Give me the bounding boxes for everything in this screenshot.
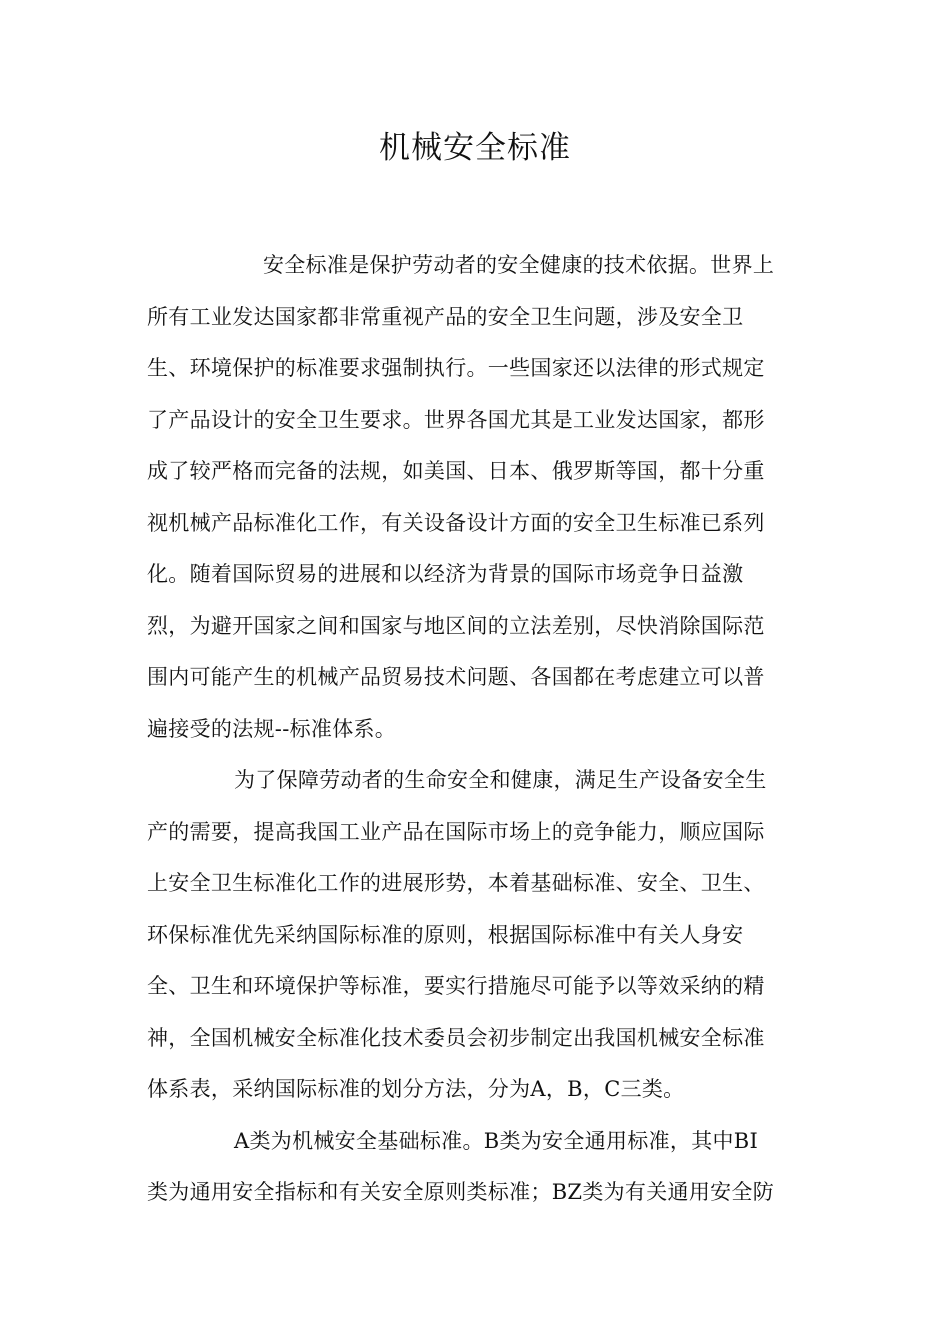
paragraph-line: 全、卫生和环境保护等标准，要实行措施尽可能予以等效采纳的精: [147, 974, 765, 998]
paragraph-line: 类为通用安全指标和有关安全原则类标准；BZ类为有关通用安全防: [147, 1180, 775, 1204]
paragraph-line: 烈，为避开国家之间和国家与地区间的立法差别，尽快消除国际范: [147, 613, 765, 638]
paragraph-line: 体系表，采纳国际标准的划分方法，分为A，B，C三类。: [147, 1077, 685, 1101]
document-body: [147, 240, 807, 1219]
paragraph-line: A类为机械安全基础标准。B类为安全通用标准，其中BI: [234, 1128, 759, 1153]
document-title: 机械安全标准: [379, 130, 571, 166]
paragraph-line: 化。随着国际贸易的进展和以经济为背景的国际市场竞争日益激: [147, 562, 744, 586]
paragraph-line: 所有工业发达国家都非常重视产品的安全卫生问题，涉及安全卫: [147, 304, 744, 329]
paragraph-line: 视机械产品标准化工作，有关设备设计方面的安全卫生标准已系列: [147, 510, 765, 535]
paragraph-line: 成了较严格而完备的法规，如美国、日本、俄罗斯等国，都十分重: [147, 459, 765, 483]
paragraph-line: 上安全卫生标准化工作的进展形势，本着基础标准、安全、卫生、: [147, 871, 765, 895]
paragraph-line: 安全标准是保护劳动者的安全健康的技术依据。世界上: [263, 253, 775, 277]
paragraph-line: 遍接受的法规--标准体系。: [147, 716, 397, 741]
paragraph-line: 了产品设计的安全卫生要求。世界各国尤其是工业发达国家，都形: [147, 407, 765, 432]
paragraph-line: 产的需要，提高我国工业产品在国际市场上的竞争能力，顺应国际: [147, 819, 765, 844]
paragraph-line: 围内可能产生的机械产品贸易技术问题、各国都在考虑建立可以普: [147, 665, 765, 689]
paragraph-line: 为了保障劳动者的生命安全和健康，满足生产设备安全生: [234, 768, 767, 792]
paragraph-line: 神，全国机械安全标准化技术委员会初步制定出我国机械安全标准: [147, 1025, 765, 1050]
paragraph-line: 生、环境保护的标准要求强制执行。一些国家还以法律的形式规定: [147, 356, 765, 380]
paragraph-line: 环保标准优先采纳国际标准的原则，根据国际标准中有关人身安: [147, 922, 744, 947]
